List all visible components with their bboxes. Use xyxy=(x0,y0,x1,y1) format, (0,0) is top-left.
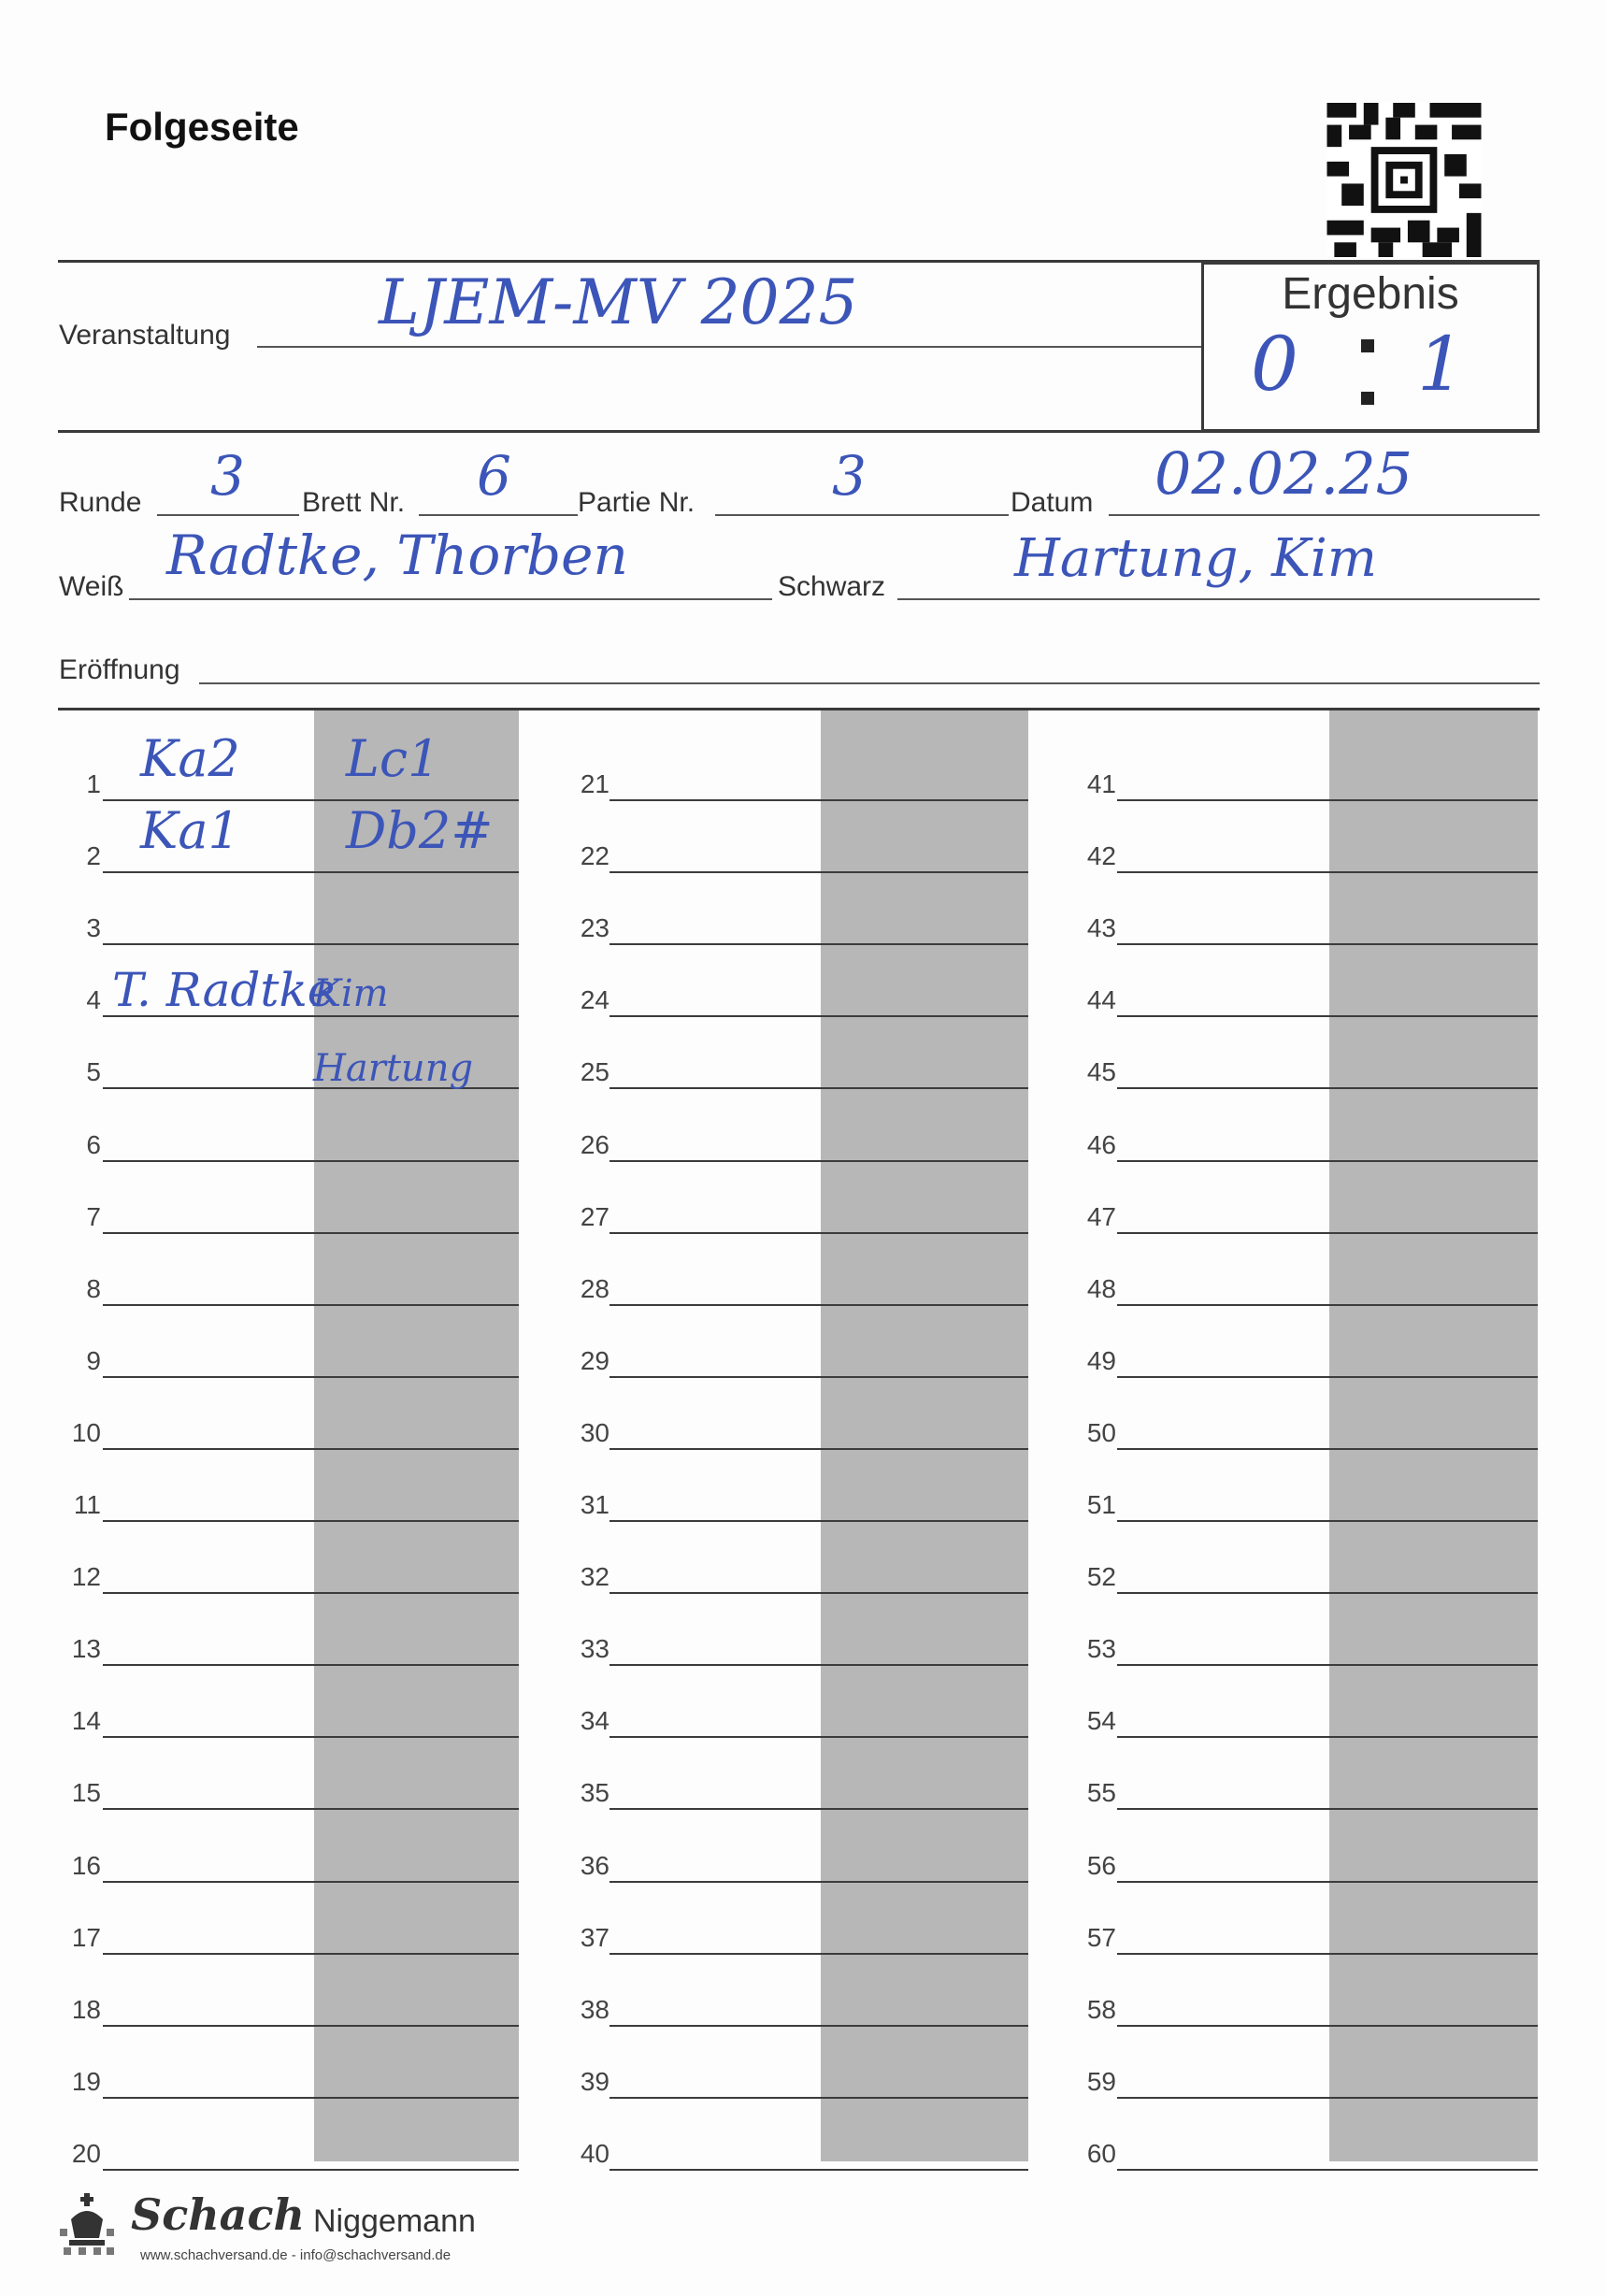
schwarz-value: Hartung, Kim xyxy=(1014,528,1377,589)
move-line xyxy=(1117,1160,1538,1162)
move-line xyxy=(103,1592,519,1594)
move-line xyxy=(609,2169,1028,2171)
brett-line xyxy=(419,514,578,516)
move-line xyxy=(103,871,519,873)
move-line xyxy=(609,2097,1028,2099)
black-move-column xyxy=(314,710,519,2161)
footer-name: Niggemann xyxy=(313,2203,476,2239)
move-number: 23 xyxy=(580,913,609,943)
black-move-column xyxy=(821,710,1028,2161)
move-number: 26 xyxy=(580,1129,609,1159)
partie-value: 3 xyxy=(832,444,867,508)
brett-label: Brett Nr. xyxy=(302,487,406,518)
move-number: 11 xyxy=(73,1490,101,1519)
result-white-score: 0 xyxy=(1251,321,1298,408)
result-dot-top xyxy=(1361,339,1374,352)
move-number: 43 xyxy=(1086,913,1116,943)
move-number: 33 xyxy=(580,1634,609,1664)
signature-black-line1: Kim xyxy=(313,972,389,1015)
move-number: 56 xyxy=(1086,1850,1116,1880)
move-number: 53 xyxy=(1086,1634,1116,1664)
result-dot-bottom xyxy=(1361,392,1374,405)
move-number: 5 xyxy=(86,1057,101,1087)
table-top-rule xyxy=(58,708,1540,710)
move-line xyxy=(609,1160,1028,1162)
move-line xyxy=(609,1232,1028,1234)
signature-white: T. Radtke xyxy=(112,963,336,1017)
datum-value: 02.02.25 xyxy=(1154,439,1413,508)
move-line xyxy=(609,1448,1028,1450)
move-line xyxy=(609,1664,1028,1666)
move-line xyxy=(103,1808,519,1810)
move-number: 7 xyxy=(86,1201,101,1231)
black-move: Db2# xyxy=(346,801,494,861)
move-number: 29 xyxy=(580,1345,609,1375)
move-number: 52 xyxy=(1086,1562,1116,1592)
move-number: 40 xyxy=(580,2138,609,2168)
move-number: 59 xyxy=(1086,2066,1116,2096)
move-line xyxy=(609,1520,1028,1522)
move-line xyxy=(1117,1808,1538,1810)
partie-label: Partie Nr. xyxy=(578,487,695,518)
move-number: 54 xyxy=(1086,1706,1116,1736)
move-number: 37 xyxy=(580,1922,609,1952)
move-number: 57 xyxy=(1086,1922,1116,1952)
veranstaltung-line xyxy=(257,346,1201,348)
move-number: 16 xyxy=(71,1850,101,1880)
move-line xyxy=(1117,1736,1538,1738)
schwarz-label: Schwarz xyxy=(778,571,886,602)
veranstaltung-label: Veranstaltung xyxy=(59,320,231,351)
move-line xyxy=(1117,1881,1538,1883)
move-number: 48 xyxy=(1086,1273,1116,1303)
move-number: 31 xyxy=(580,1490,609,1519)
move-number: 2 xyxy=(86,841,101,871)
move-line xyxy=(103,1881,519,1883)
runde-label: Runde xyxy=(59,487,142,518)
move-line xyxy=(1117,1448,1538,1450)
move-line xyxy=(609,1015,1028,1017)
move-line xyxy=(1117,2097,1538,2099)
move-line xyxy=(1117,1592,1538,1594)
datum-label: Datum xyxy=(1011,487,1094,518)
move-line xyxy=(1117,943,1538,945)
move-number: 24 xyxy=(580,985,609,1015)
move-number: 38 xyxy=(580,1994,609,2024)
move-line xyxy=(609,799,1028,801)
move-number: 42 xyxy=(1086,841,1116,871)
move-line xyxy=(103,1736,519,1738)
move-line xyxy=(103,2025,519,2027)
move-number: 4 xyxy=(86,985,101,1015)
move-number: 55 xyxy=(1086,1778,1116,1808)
move-line xyxy=(1117,799,1538,801)
move-number: 30 xyxy=(580,1417,609,1447)
move-number: 44 xyxy=(1086,985,1116,1015)
move-line xyxy=(1117,1664,1538,1666)
move-number: 34 xyxy=(580,1706,609,1736)
move-number: 1 xyxy=(86,769,101,798)
footer-brand: Schach xyxy=(131,2189,305,2240)
white-move: Ka1 xyxy=(140,801,240,861)
weiss-value: Radtke, Thorben xyxy=(166,524,628,587)
veranstaltung-value: LJEM-MV 2025 xyxy=(379,266,858,338)
signature-black-line2: Hartung xyxy=(313,1047,474,1090)
move-number: 3 xyxy=(86,913,101,943)
schwarz-line xyxy=(897,598,1540,600)
move-line xyxy=(103,1160,519,1162)
move-line xyxy=(1117,1304,1538,1306)
move-line xyxy=(609,1592,1028,1594)
move-line xyxy=(103,1953,519,1955)
move-number: 15 xyxy=(71,1778,101,1808)
move-line xyxy=(1117,1520,1538,1522)
move-number: 46 xyxy=(1086,1129,1116,1159)
move-line xyxy=(103,1448,519,1450)
result-label: Ergebnis xyxy=(1282,269,1459,319)
move-line xyxy=(1117,1015,1538,1017)
eroeffnung-line xyxy=(199,682,1540,684)
brett-value: 6 xyxy=(477,444,511,508)
footer-contact: www.schachversand.de - info@schachversand.de xyxy=(140,2247,452,2263)
move-number: 32 xyxy=(580,1562,609,1592)
move-line xyxy=(103,1520,519,1522)
move-number: 51 xyxy=(1086,1490,1116,1519)
move-line xyxy=(609,1304,1028,1306)
move-line xyxy=(103,1664,519,1666)
datum-line xyxy=(1109,514,1540,516)
move-line xyxy=(103,943,519,945)
move-line xyxy=(609,1881,1028,1883)
move-number: 58 xyxy=(1086,1994,1116,2024)
move-line xyxy=(103,1304,519,1306)
move-number: 50 xyxy=(1086,1417,1116,1447)
move-number: 49 xyxy=(1086,1345,1116,1375)
black-move-column xyxy=(1329,710,1538,2161)
move-line xyxy=(609,1736,1028,1738)
move-line xyxy=(609,2025,1028,2027)
move-number: 45 xyxy=(1086,1057,1116,1087)
move-line xyxy=(609,1376,1028,1378)
move-number: 28 xyxy=(580,1273,609,1303)
move-line xyxy=(1117,871,1538,873)
move-number: 9 xyxy=(86,1345,101,1375)
move-number: 47 xyxy=(1086,1201,1116,1231)
move-number: 6 xyxy=(86,1129,101,1159)
move-number: 14 xyxy=(71,1706,101,1736)
move-number: 20 xyxy=(71,2138,101,2168)
black-move: Lc1 xyxy=(346,729,440,788)
result-black-score: 1 xyxy=(1417,321,1465,408)
move-line xyxy=(609,943,1028,945)
eroeffnung-label: Eröffnung xyxy=(59,654,180,685)
move-line xyxy=(609,1953,1028,1955)
qr-code-icon xyxy=(1326,103,1483,257)
move-number: 39 xyxy=(580,2066,609,2096)
weiss-line xyxy=(129,598,772,600)
move-line xyxy=(609,871,1028,873)
move-line xyxy=(1117,2025,1538,2027)
move-line xyxy=(1117,1953,1538,1955)
move-line xyxy=(103,1232,519,1234)
runde-value: 3 xyxy=(210,444,245,508)
move-number: 60 xyxy=(1086,2138,1116,2168)
move-number: 27 xyxy=(580,1201,609,1231)
move-number: 17 xyxy=(71,1922,101,1952)
move-number: 8 xyxy=(86,1273,101,1303)
move-line xyxy=(609,1087,1028,1089)
move-number: 36 xyxy=(580,1850,609,1880)
white-move: Ka2 xyxy=(140,729,240,788)
move-line xyxy=(1117,1232,1538,1234)
move-line xyxy=(103,2169,519,2171)
move-line xyxy=(103,1376,519,1378)
move-number: 19 xyxy=(71,2066,101,2096)
result-box xyxy=(1201,262,1540,432)
move-line xyxy=(609,1808,1028,1810)
move-number: 22 xyxy=(580,841,609,871)
chess-king-logo-icon xyxy=(58,2191,116,2259)
move-number: 18 xyxy=(71,1994,101,2024)
move-number: 10 xyxy=(71,1417,101,1447)
page-title: Folgeseite xyxy=(105,105,299,149)
move-line xyxy=(1117,1087,1538,1089)
partie-line xyxy=(715,514,1009,516)
move-line xyxy=(103,2097,519,2099)
move-number: 25 xyxy=(580,1057,609,1087)
move-number: 35 xyxy=(580,1778,609,1808)
move-number: 41 xyxy=(1086,769,1116,798)
move-line xyxy=(1117,1376,1538,1378)
move-line xyxy=(1117,2169,1538,2171)
move-number: 12 xyxy=(71,1562,101,1592)
weiss-label: Weiß xyxy=(59,571,124,602)
move-number: 13 xyxy=(71,1634,101,1664)
move-number: 21 xyxy=(580,769,609,798)
runde-line xyxy=(157,514,299,516)
